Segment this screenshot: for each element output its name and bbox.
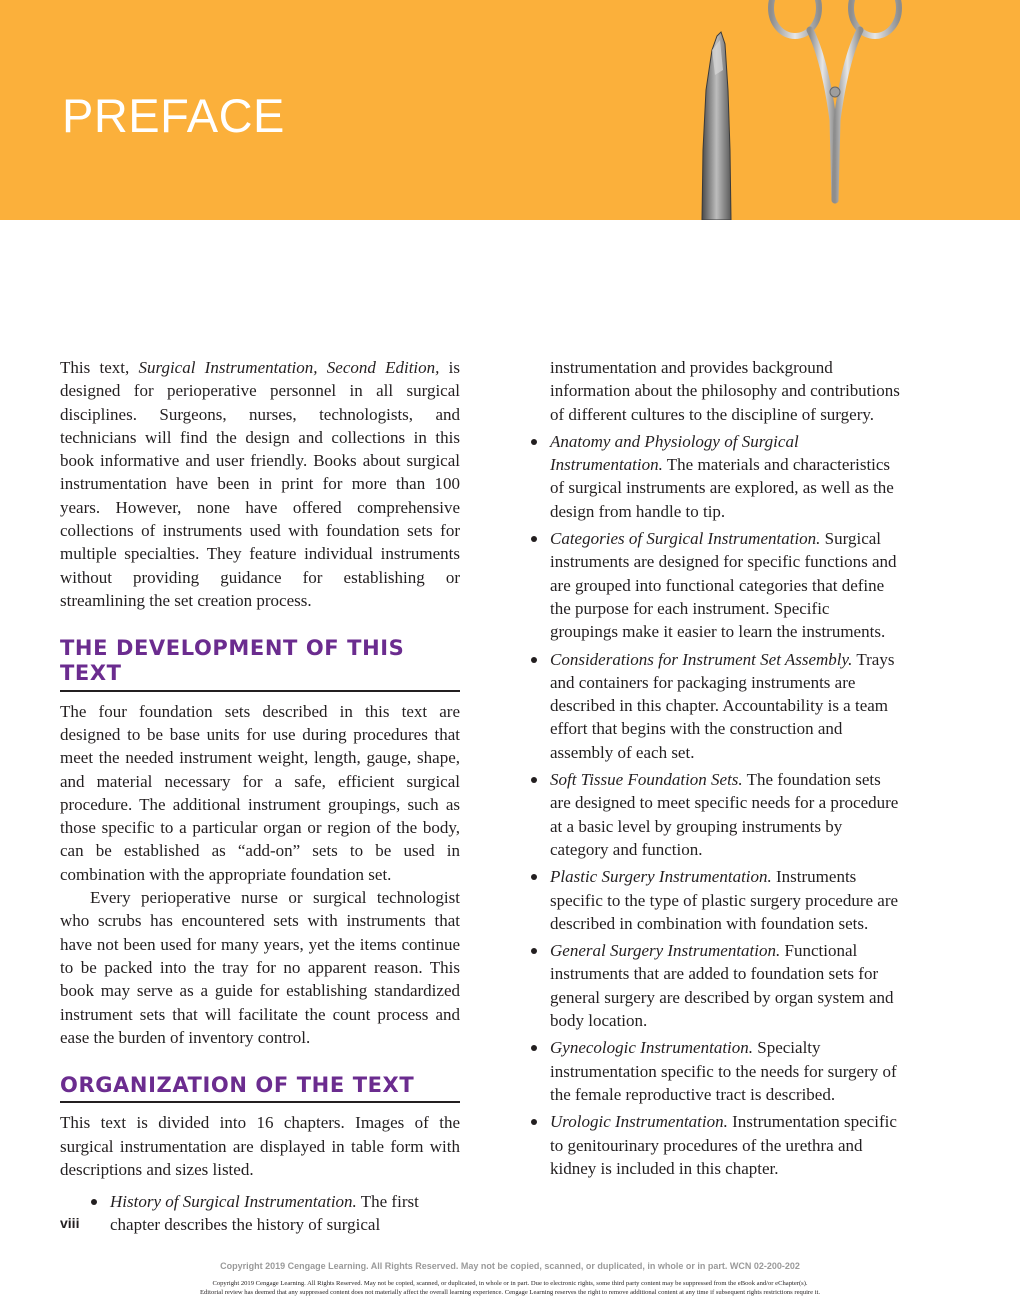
page-title: PREFACE	[62, 89, 285, 142]
copyright-line-2: Editorial review has deemed that any suppressed content does not materially affect the overall learning experience. Cengage Learning reserves the right to remove additional content at any time if subsequent rights restrictions require it.	[199, 1289, 821, 1296]
development-paragraph-2: Every perioperative nurse or surgical technologist who scrubs has encountered sets with instruments that have not been used for many years, yet the items continue to be packed into the tray for no apparent reason. This book may serve as a guide for establishing standardized instrument sets that will facilitate the count process and ease the burden of inventory control.	[60, 888, 460, 1047]
development-paragraph-1: The four foundation sets described in this text are designed to be base units for use during procedures that meet the needed instrument weight, length, gauge, shape, and material necessary for a safe, efficient surgical procedure. The additional instrument groupings, such as those specific to a particular organ or region of the body, can be established as “add-on” sets to be used in combination with the appropriate foundation set.	[60, 701, 460, 884]
list-item: Anatomy and Physiology of Surgical Instrumentation. The materials and characteristics of surgical instruments are explored, as well as the design from handle to tip.	[528, 430, 900, 523]
copyright-line-1: Copyright 2019 Cengage Learning. All Rights Reserved. May not be copied, scanned, or duplicated, in whole or in part. Due to electronic rights, some third party content may be suppressed from the eBook and/or eChapter(s).	[212, 1280, 808, 1287]
list-item: Categories of Surgical Instrumentation. Surgical instruments are designed for specific functions and are grouped into functional categories that define the purpose for each instrument. Specific groupings make it easier to learn the instruments.	[528, 527, 900, 643]
heading-organization: ORGANIZATION OF THE TEXT	[60, 1073, 460, 1103]
right-column	[528, 356, 900, 1184]
intro-paragraph: This text, Surgical Instrumentation, Second Edition, is designed for perioperative personnel in all surgical disciplines. Surgeons, nurses, technologists, and technicians will find the design and collections in this book informative and user friendly. Books about surgical instrumentation have been in print for more than 100 years. However, none have offered comprehensive collections of instruments used with foundation sets for multiple specialties. They feature individual instruments without providing guidance for establishing or streamlining the set creation process.	[60, 358, 461, 610]
copyright-notice: Copyright 2019 Cengage Learning. All Rights Reserved. May not be copied, scanned, or duplicated, in whole or in part. WCN 02-200-202	[220, 1261, 800, 1271]
book-title: Surgical Instrumentation, Second Edition,	[138, 358, 440, 377]
list-item: General Surgery Instrumentation. Functional instruments that are added to foundation sets for general surgery are described by organ system and body location.	[528, 939, 900, 1032]
list-item-continued: instrumentation and provides background information about the philosophy and contributions of different cultures to the discipline of surgery.	[550, 358, 900, 424]
list-item: Gynecologic Instrumentation. Specialty instrumentation specific to the needs for surgery of the female reproductive tract is described.	[528, 1036, 900, 1106]
left-column	[60, 356, 460, 1241]
copyright-fine-print	[60, 1279, 960, 1297]
surgical-instruments-icon	[690, 0, 920, 220]
list-item: Urologic Instrumentation. Instrumentation specific to genitourinary procedures of the urethra and kidney is included in this chapter.	[528, 1110, 900, 1180]
list-item: Considerations for Instrument Set Assembly. Trays and containers for packaging instruments are described in this chapter. Accountability is a team effort that begins with the construction and assembly of each set.	[528, 648, 900, 764]
list-item: Plastic Surgery Instrumentation. Instruments specific to the type of plastic surgery procedure are described in combination with foundation sets.	[528, 865, 900, 935]
header-banner	[0, 0, 1020, 220]
list-item: History of Surgical Instrumentation. The first chapter describes the history of surgical	[88, 1190, 460, 1237]
list-item: Soft Tissue Foundation Sets. The foundation sets are designed to meet specific needs for a procedure at a basic level by grouping instruments by category and function.	[528, 768, 900, 861]
heading-development: THE DEVELOPMENT OF THIS TEXT	[60, 636, 460, 691]
page-number: viii	[60, 1215, 80, 1231]
organization-paragraph: This text is divided into 16 chapters. Images of the surgical instrumentation are displayed in table form with descriptions and sizes listed.	[60, 1113, 460, 1179]
